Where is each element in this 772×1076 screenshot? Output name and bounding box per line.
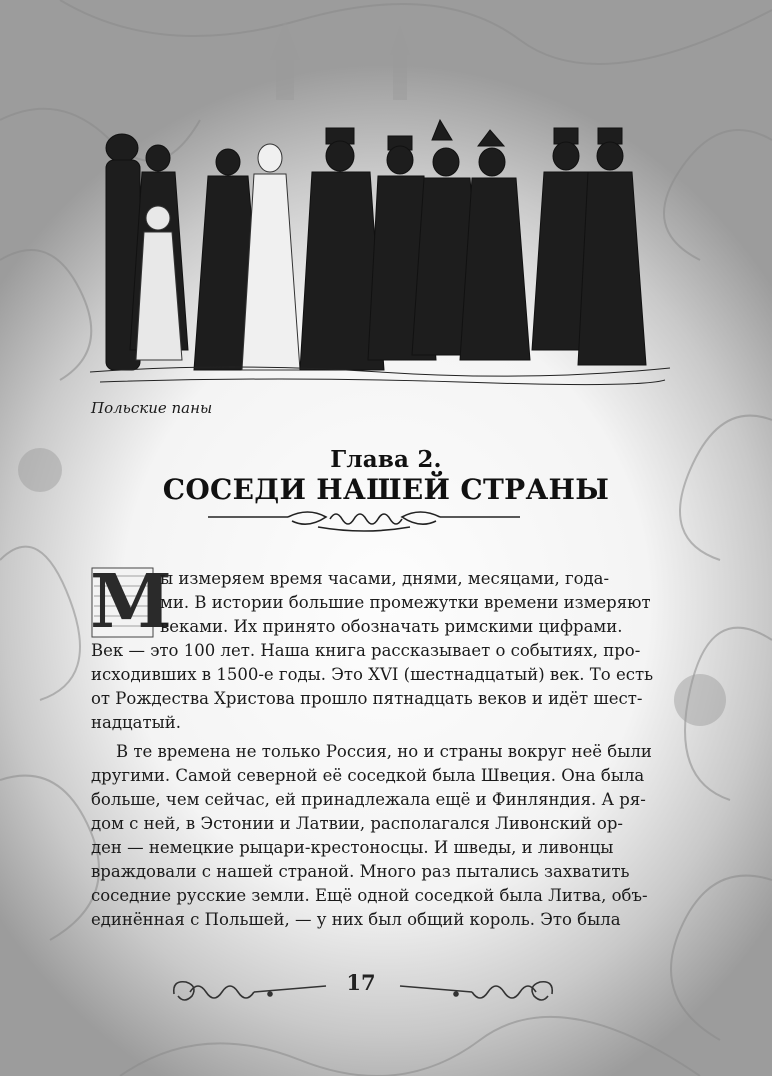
footer-ornament-right: [396, 972, 556, 1008]
figure-woman-3: [242, 144, 300, 370]
text-line: единённая с Польшей, — у них был общий король. Это была: [91, 910, 621, 929]
text-line: враждовали с нашей страной. Много раз пытались захватить: [91, 862, 630, 881]
text-line: другими. Самой северной её соседкой была Швеция. Она была: [91, 766, 645, 785]
text-line: Век — это 100 лет. Наша книга рассказывает о событиях, про-: [91, 641, 641, 660]
title-flourish-ornament: [208, 505, 520, 535]
chapter-title: СОСЕДИ НАШЕЙ СТРАНЫ: [162, 473, 610, 506]
drop-cap-letter: М: [90, 559, 172, 645]
text-line: надцатый.: [91, 713, 181, 732]
text-line: веками. Их принято обозначать римскими цифрами.: [160, 617, 623, 636]
text-line: от Рождества Христова прошло пятнадцать веков и идёт шест-: [91, 689, 643, 708]
text-line: дом с ней, в Эстонии и Латвии, располагался Ливонский ор-: [91, 814, 623, 833]
illustration-caption: Польские паны: [91, 399, 213, 417]
text-line: В те времена не только Россия, но и страны вокруг неё были: [116, 742, 652, 761]
text-line: ми. В истории большие промежутки времени измеряют: [160, 593, 651, 612]
text-line: соседние русские земли. Ещё одной соседкой была Литва, объ-: [91, 886, 648, 905]
figure-noble-4: [460, 130, 530, 360]
drop-cap: [90, 559, 172, 645]
text-line: больше, чем сейчас, ей принадлежала ещё и Финляндия. А ря-: [91, 790, 646, 809]
polish-nobles-illustration: [80, 100, 675, 390]
text-line: ы измеряем время часами, днями, месяцами, года-: [160, 569, 610, 588]
page-number: 17: [346, 970, 376, 995]
figure-noble-6: [578, 128, 646, 365]
text-line: исходивших в 1500-е годы. Это XVI (шестнадцатый) век. То есть: [91, 665, 654, 684]
footer-ornament-left: [170, 972, 330, 1008]
text-line: ден — немецкие рыцари-крестоносцы. И шведы, и ливонцы: [91, 838, 614, 857]
chapter-number: Глава 2.: [330, 446, 442, 473]
